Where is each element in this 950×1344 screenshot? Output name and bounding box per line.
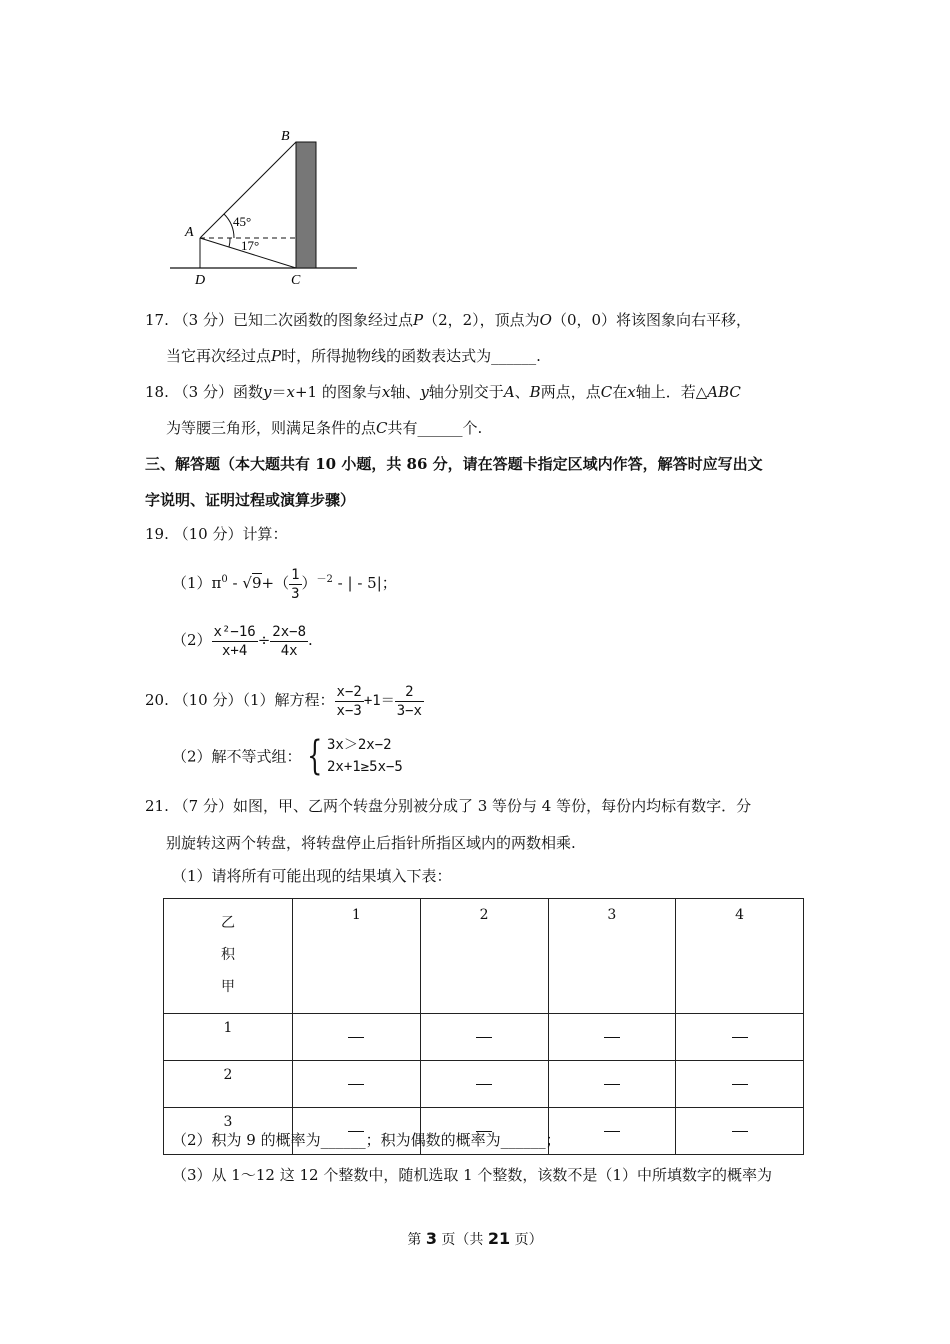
blank-cell[interactable] xyxy=(548,1108,676,1155)
q21-number: 21. xyxy=(145,797,169,815)
q21-line2: 别旋转这两个转盘，将转盘停止后指针所指区域内的两数相乘. xyxy=(166,834,576,852)
blank-dash xyxy=(476,1037,492,1038)
blank-dash xyxy=(604,1131,620,1132)
q20-p1-label: （1）解方程： xyxy=(242,691,335,709)
q18-text-c: 为等腰三角形，则满足条件的点 xyxy=(166,419,377,437)
q20-num1: x−2 xyxy=(336,683,362,700)
q21-part3: （3）从 1～12 这 12 个整数中，随机选取 1 个整数，该数不是（1）中所填数字的概率为 xyxy=(172,1166,772,1184)
blank-dash xyxy=(732,1084,748,1085)
blank-dash xyxy=(476,1084,492,1085)
q20-mid: +1＝ xyxy=(363,693,395,709)
footer-mid: 页（共 xyxy=(436,1232,488,1248)
q19-fraction xyxy=(289,566,301,603)
q18-yaxis: y xyxy=(420,383,429,401)
blank-cell[interactable] xyxy=(676,1014,804,1061)
col-header: 1 xyxy=(293,899,421,1014)
q17-text-b: （2，2），顶点为 xyxy=(423,311,540,329)
q19-close: ） xyxy=(301,574,317,592)
blank-dash xyxy=(732,1131,748,1132)
q20-den1: x−3 xyxy=(336,702,362,719)
q19-p1-label: （1） xyxy=(172,574,212,592)
col-header: 4 xyxy=(676,899,804,1014)
row-header: 1 xyxy=(164,1014,293,1061)
table-corner-cell xyxy=(164,899,293,1014)
q20-part2 xyxy=(172,734,403,778)
blank-cell[interactable] xyxy=(548,1014,676,1061)
q19-p2-fraction2 xyxy=(270,623,308,660)
blank-cell[interactable] xyxy=(420,1061,548,1108)
q17-point-P: P xyxy=(412,311,424,329)
corner-ji: 积 xyxy=(221,947,235,963)
q18-text-d: 共有______个. xyxy=(387,419,483,437)
q19-pi-exp: 0 xyxy=(221,574,228,585)
label-A: A xyxy=(185,225,194,240)
q19-title-text: 计算： xyxy=(242,525,288,543)
blank-cell[interactable] xyxy=(293,1014,421,1061)
corner-jia: 甲 xyxy=(221,979,235,995)
q17-number: 17. xyxy=(145,311,169,329)
table-header-row xyxy=(164,899,804,1014)
result-table xyxy=(163,898,804,1155)
blank-cell[interactable] xyxy=(293,1061,421,1108)
q19-frac-den: 3 xyxy=(291,585,300,602)
section3-heading-line2: 字说明、证明过程或演算步骤） xyxy=(145,491,356,509)
q19-pi: π xyxy=(211,574,222,592)
q19-p2-num1: x²−16 xyxy=(213,623,256,640)
blank-dash xyxy=(732,1037,748,1038)
q21-score: （7 分） xyxy=(173,797,233,815)
q20-part1 xyxy=(145,680,424,721)
section3-heading-line1: 三、解答题（本大题共有 10 小题，共 86 分，请在答题卡指定区域内作答，解答时应写出文 xyxy=(145,455,763,473)
col-header: 3 xyxy=(548,899,676,1014)
page-total: 21 xyxy=(487,1229,511,1248)
q18-C2: C xyxy=(376,419,388,437)
q18-score: （3 分） xyxy=(173,383,233,401)
q19-p2-den2: 4x xyxy=(280,642,298,659)
q20-num2: 2 xyxy=(395,683,424,702)
q18-B: B xyxy=(529,383,541,401)
q18-t2: 轴分别交于 xyxy=(428,383,504,401)
q18-line2 xyxy=(166,418,482,438)
q18-eq: ＝ xyxy=(271,383,287,401)
q19-minus: - xyxy=(227,574,243,592)
q20-den2: 3−x xyxy=(396,702,422,719)
q19-p2-label: （2） xyxy=(172,631,212,649)
q18-A: A xyxy=(503,383,515,401)
q17-score: （3 分） xyxy=(173,311,233,329)
q20-p2-label: （2）解不等式组： xyxy=(172,747,302,766)
q19-exp: －2 xyxy=(316,574,333,585)
q19-p2-end: . xyxy=(308,631,313,649)
blank-cell[interactable] xyxy=(420,1014,548,1061)
q19-part2 xyxy=(172,620,313,660)
angle-arc-lower xyxy=(229,238,230,247)
blank-dash xyxy=(348,1084,364,1085)
q17-line2 xyxy=(166,346,541,366)
q20-score: （10 分） xyxy=(173,691,243,709)
q19-part1 xyxy=(172,560,397,603)
q20-number: 20. xyxy=(145,691,169,709)
q18-t4: 两点，点 xyxy=(540,383,601,401)
q18-text-a: 函数 xyxy=(232,383,263,401)
row-header: 3 xyxy=(164,1108,293,1155)
q18-line1 xyxy=(145,382,741,402)
q17-text-e: 时，所得抛物线的函数表达式为______. xyxy=(281,347,541,365)
q19-sqrt-arg: 9 xyxy=(251,574,262,592)
q20-fraction1 xyxy=(335,683,364,720)
inequality-system xyxy=(327,734,403,778)
q18-t6: 轴上．若△ xyxy=(635,383,708,401)
table-row xyxy=(164,1061,804,1108)
q21-text-1: 如图，甲、乙两个转盘分别被分成了 3 等份与 4 等份，每份内均标有数字．分 xyxy=(232,797,752,815)
q19-title xyxy=(145,524,288,544)
page-number: 3 xyxy=(425,1229,437,1248)
angle-45: 45° xyxy=(233,214,252,229)
table-row xyxy=(164,1014,804,1061)
divide-icon: ÷ xyxy=(257,631,271,649)
q17-text-c: （0，0）将该图象向右平移， xyxy=(551,311,752,329)
col-header: 2 xyxy=(420,899,548,1014)
sqrt-icon: √ xyxy=(242,574,252,592)
label-C: C xyxy=(291,273,301,288)
q19-number: 19. xyxy=(145,525,169,543)
q18-t5: 在 xyxy=(612,383,628,401)
q18-xaxis: x xyxy=(381,383,391,401)
q17-text-d: 当它再次经过点 xyxy=(166,347,272,365)
q18-ABC: ABC xyxy=(707,383,741,401)
q21-part1: （1）请将所有可能出现的结果填入下表： xyxy=(172,867,452,885)
blank-cell[interactable] xyxy=(676,1108,804,1155)
q18-t3: 、 xyxy=(514,383,530,401)
blank-dash xyxy=(604,1084,620,1085)
q17-point-O: O xyxy=(539,311,552,329)
page-footer xyxy=(0,1229,950,1249)
blank-cell[interactable] xyxy=(548,1061,676,1108)
angle-17: 17° xyxy=(241,238,260,253)
q17-point-P2: P xyxy=(271,347,282,365)
q19-score: （10 分） xyxy=(173,525,243,543)
footer-post: 页） xyxy=(510,1232,543,1248)
q20-fraction2 xyxy=(395,683,424,720)
q19-rest: - | - 5|； xyxy=(332,574,397,592)
building xyxy=(296,142,316,268)
blank-dash xyxy=(604,1037,620,1038)
q18-x2: x xyxy=(627,383,636,401)
blank-dash xyxy=(348,1037,364,1038)
q18-var-y: y xyxy=(262,383,272,401)
geometry-figure xyxy=(165,120,365,290)
blank-cell[interactable] xyxy=(676,1061,804,1108)
q19-p2-num2: 2x−8 xyxy=(272,623,306,640)
corner-yi: 乙 xyxy=(221,915,235,931)
inequality-2: 2x+1≥5x−5 xyxy=(327,759,403,775)
footer-pre: 第 xyxy=(407,1232,426,1248)
q18-C: C xyxy=(600,383,613,401)
q17-text-a: 已知二次函数的图象经过点 xyxy=(232,311,413,329)
row-header: 2 xyxy=(164,1061,293,1108)
q19-plus: +（ xyxy=(261,574,290,592)
label-B: B xyxy=(281,129,290,144)
q18-var-x: x xyxy=(286,383,295,401)
q19-p2-den1: x+4 xyxy=(221,642,248,659)
q17-line1 xyxy=(145,310,751,330)
inequality-1: 3x＞2x−2 xyxy=(327,737,392,753)
q18-text-b: +1 的图象与 xyxy=(294,383,382,401)
label-D: D xyxy=(195,273,206,288)
q18-t1: 轴、 xyxy=(390,383,421,401)
brace-icon: { xyxy=(306,733,322,779)
q18-number: 18. xyxy=(145,383,169,401)
q21-part2: （2）积为 9 的概率为______；积为偶数的概率为______； xyxy=(172,1131,561,1149)
q19-p2-fraction1 xyxy=(212,623,258,660)
q21-line1 xyxy=(145,796,751,816)
q19-frac-num: 1 xyxy=(291,566,300,583)
